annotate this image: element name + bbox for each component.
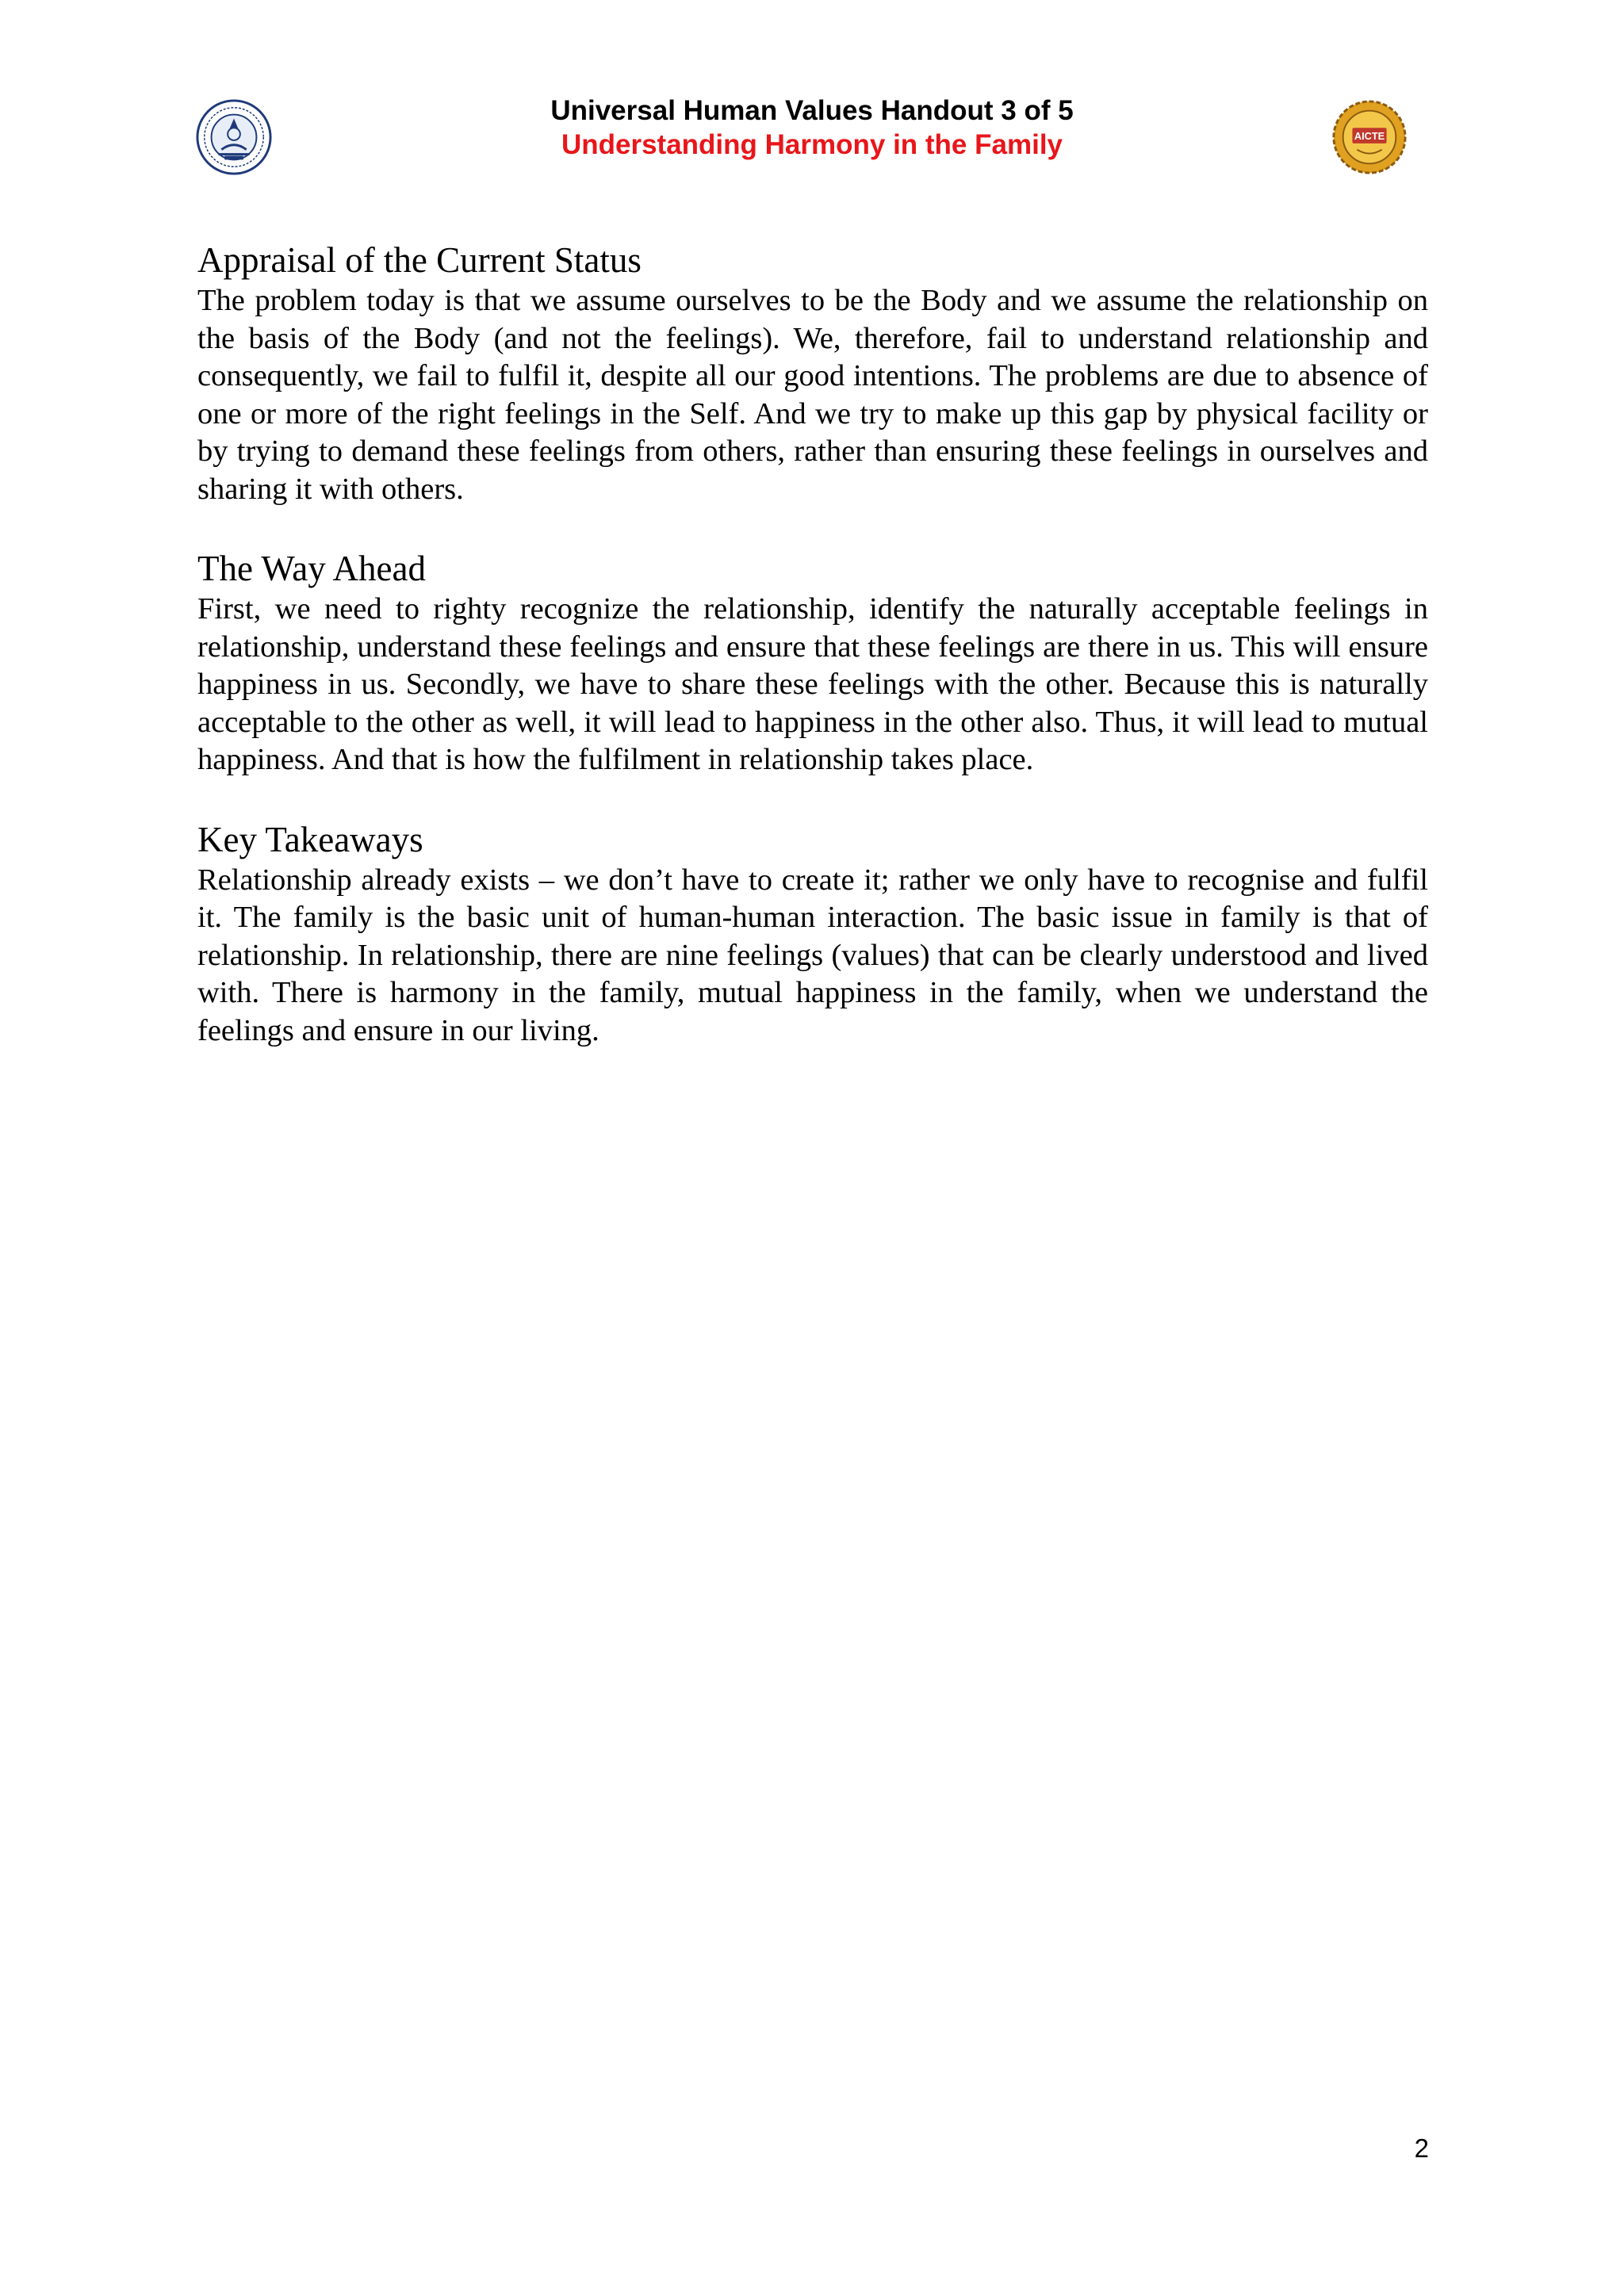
section-key-takeaways [197, 817, 1428, 1050]
page-number: 2 [1414, 2133, 1429, 2163]
handout-subtitle: Understanding Harmony in the Family [561, 129, 1063, 160]
handout-title: Universal Human Values Handout 3 of 5 [550, 95, 1074, 126]
section-paragraph: The problem today is that we assume ourselves to be the Body and we assume the relationship on the basis of the Body (and not the feelings). We, therefore, fail to understand relationship and consequently, we fail to fulfil it, despite all our good intentions. The problems are due to absence of one or more of the right feelings in the Self. And we try to make up this gap by physical facility or by trying to demand these feelings from others, rather than ensuring these feelings in ourselves and sharing it with others. [197, 284, 1428, 506]
section-heading: Key Takeaways [197, 819, 423, 859]
section-paragraph: Relationship already exists – we don’t have to create it; rather we only have to recognise and fulfil it. The family is the basic unit of human-human interaction. The basic issue in family is that of relationship. In relationship, there are nine feelings (values) that can be clearly understood and lived with. There is harmony in the family, mutual happiness in the family, when we understand the feelings and ensure in our living. [197, 863, 1428, 1047]
aicte-emblem-icon [1331, 98, 1408, 176]
section-way-ahead [197, 546, 1428, 779]
section-heading: The Way Ahead [197, 549, 426, 588]
section-paragraph: First, we need to righty recognize the relationship, identify the naturally acceptable feelings in relationship, understand these feelings and ensure that these feelings are there in us. This will ensure happiness in us. Secondly, we have to share these feelings with the other. Because this is naturally acceptable to the other as well, it will lead to happiness in the other also. Thus, it will lead to mutual happiness. And that is how the fulfilment in relationship takes place. [197, 592, 1428, 776]
section-heading: Appraisal of the Current Status [197, 240, 642, 280]
handout-body [197, 238, 1428, 1088]
section-appraisal [197, 238, 1428, 508]
aicte-emblem-text: AICTE [1354, 129, 1385, 142]
